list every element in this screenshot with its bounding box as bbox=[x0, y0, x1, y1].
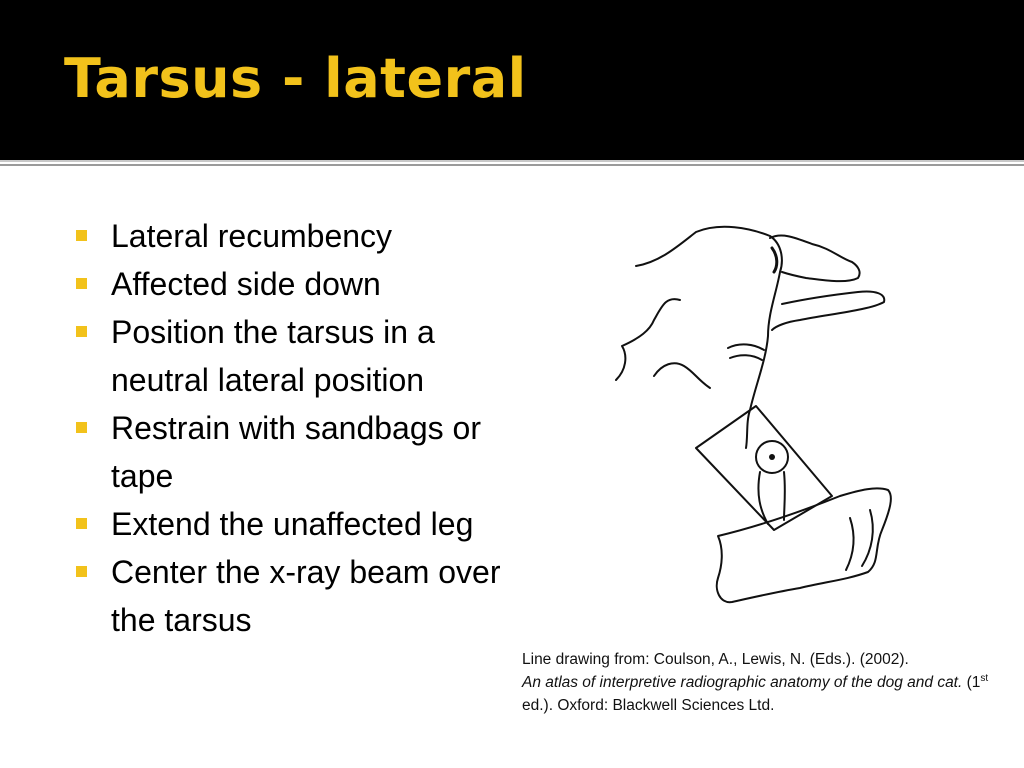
bullet-item bbox=[76, 308, 506, 404]
caption-book-title: An atlas of interpretive radiographic anatomy of the dog and cat. bbox=[522, 674, 963, 691]
header-divider-top bbox=[0, 160, 1024, 162]
bullet-square-icon bbox=[76, 566, 87, 577]
joint-lines bbox=[758, 472, 784, 524]
caption-edition-open: (1 bbox=[966, 674, 981, 691]
caption-edition-sup: st bbox=[980, 672, 989, 684]
toe-lines bbox=[846, 510, 873, 570]
bullet-item bbox=[76, 548, 506, 644]
bullet-text: Affected side down bbox=[111, 266, 381, 302]
bullet-text: Extend the unaffected leg bbox=[111, 506, 474, 542]
tarsus-line-drawing bbox=[600, 210, 910, 610]
caption-source: Line drawing from: Coulson, A., Lewis, N. (Eds.). (2002). bbox=[522, 651, 909, 668]
malleolus-arc-2 bbox=[730, 355, 762, 360]
limb-upper-outline bbox=[636, 227, 782, 448]
bullet-text: Center the x-ray beam over the tarsus bbox=[111, 554, 501, 638]
bullet-list bbox=[76, 212, 506, 644]
bullet-square-icon bbox=[76, 278, 87, 289]
malleolus-arc bbox=[728, 344, 764, 350]
limb-front-outline bbox=[616, 299, 680, 380]
bullet-text: Lateral recumbency bbox=[111, 218, 393, 254]
title-bar bbox=[0, 0, 1024, 160]
header-divider-bottom bbox=[0, 164, 1024, 166]
bullet-item bbox=[76, 500, 506, 548]
bullet-square-icon bbox=[76, 230, 87, 241]
bullet-item bbox=[76, 260, 506, 308]
bullet-square-icon bbox=[76, 326, 87, 337]
metatarsal-block bbox=[696, 406, 832, 530]
bullet-text: Restrain with sandbags or tape bbox=[111, 410, 481, 494]
foot-outline bbox=[717, 488, 891, 602]
bullet-item bbox=[76, 404, 506, 500]
bullet-square-icon bbox=[76, 422, 87, 433]
caption-edition-publisher: ed.). Oxford: Blackwell Sciences Ltd. bbox=[522, 697, 775, 714]
slide-title: Tarsus - lateral bbox=[64, 47, 527, 110]
figure-caption bbox=[522, 648, 1002, 717]
bullet-item bbox=[76, 212, 506, 260]
calcaneal-tuber bbox=[770, 236, 860, 282]
tendon-upper bbox=[772, 291, 884, 330]
bullet-text: Position the tarsus in a neutral lateral position bbox=[111, 314, 435, 398]
beam-center-dot bbox=[769, 454, 775, 460]
limb-front-outline-2 bbox=[654, 363, 710, 388]
bullet-square-icon bbox=[76, 518, 87, 529]
tuber-line bbox=[772, 248, 777, 272]
